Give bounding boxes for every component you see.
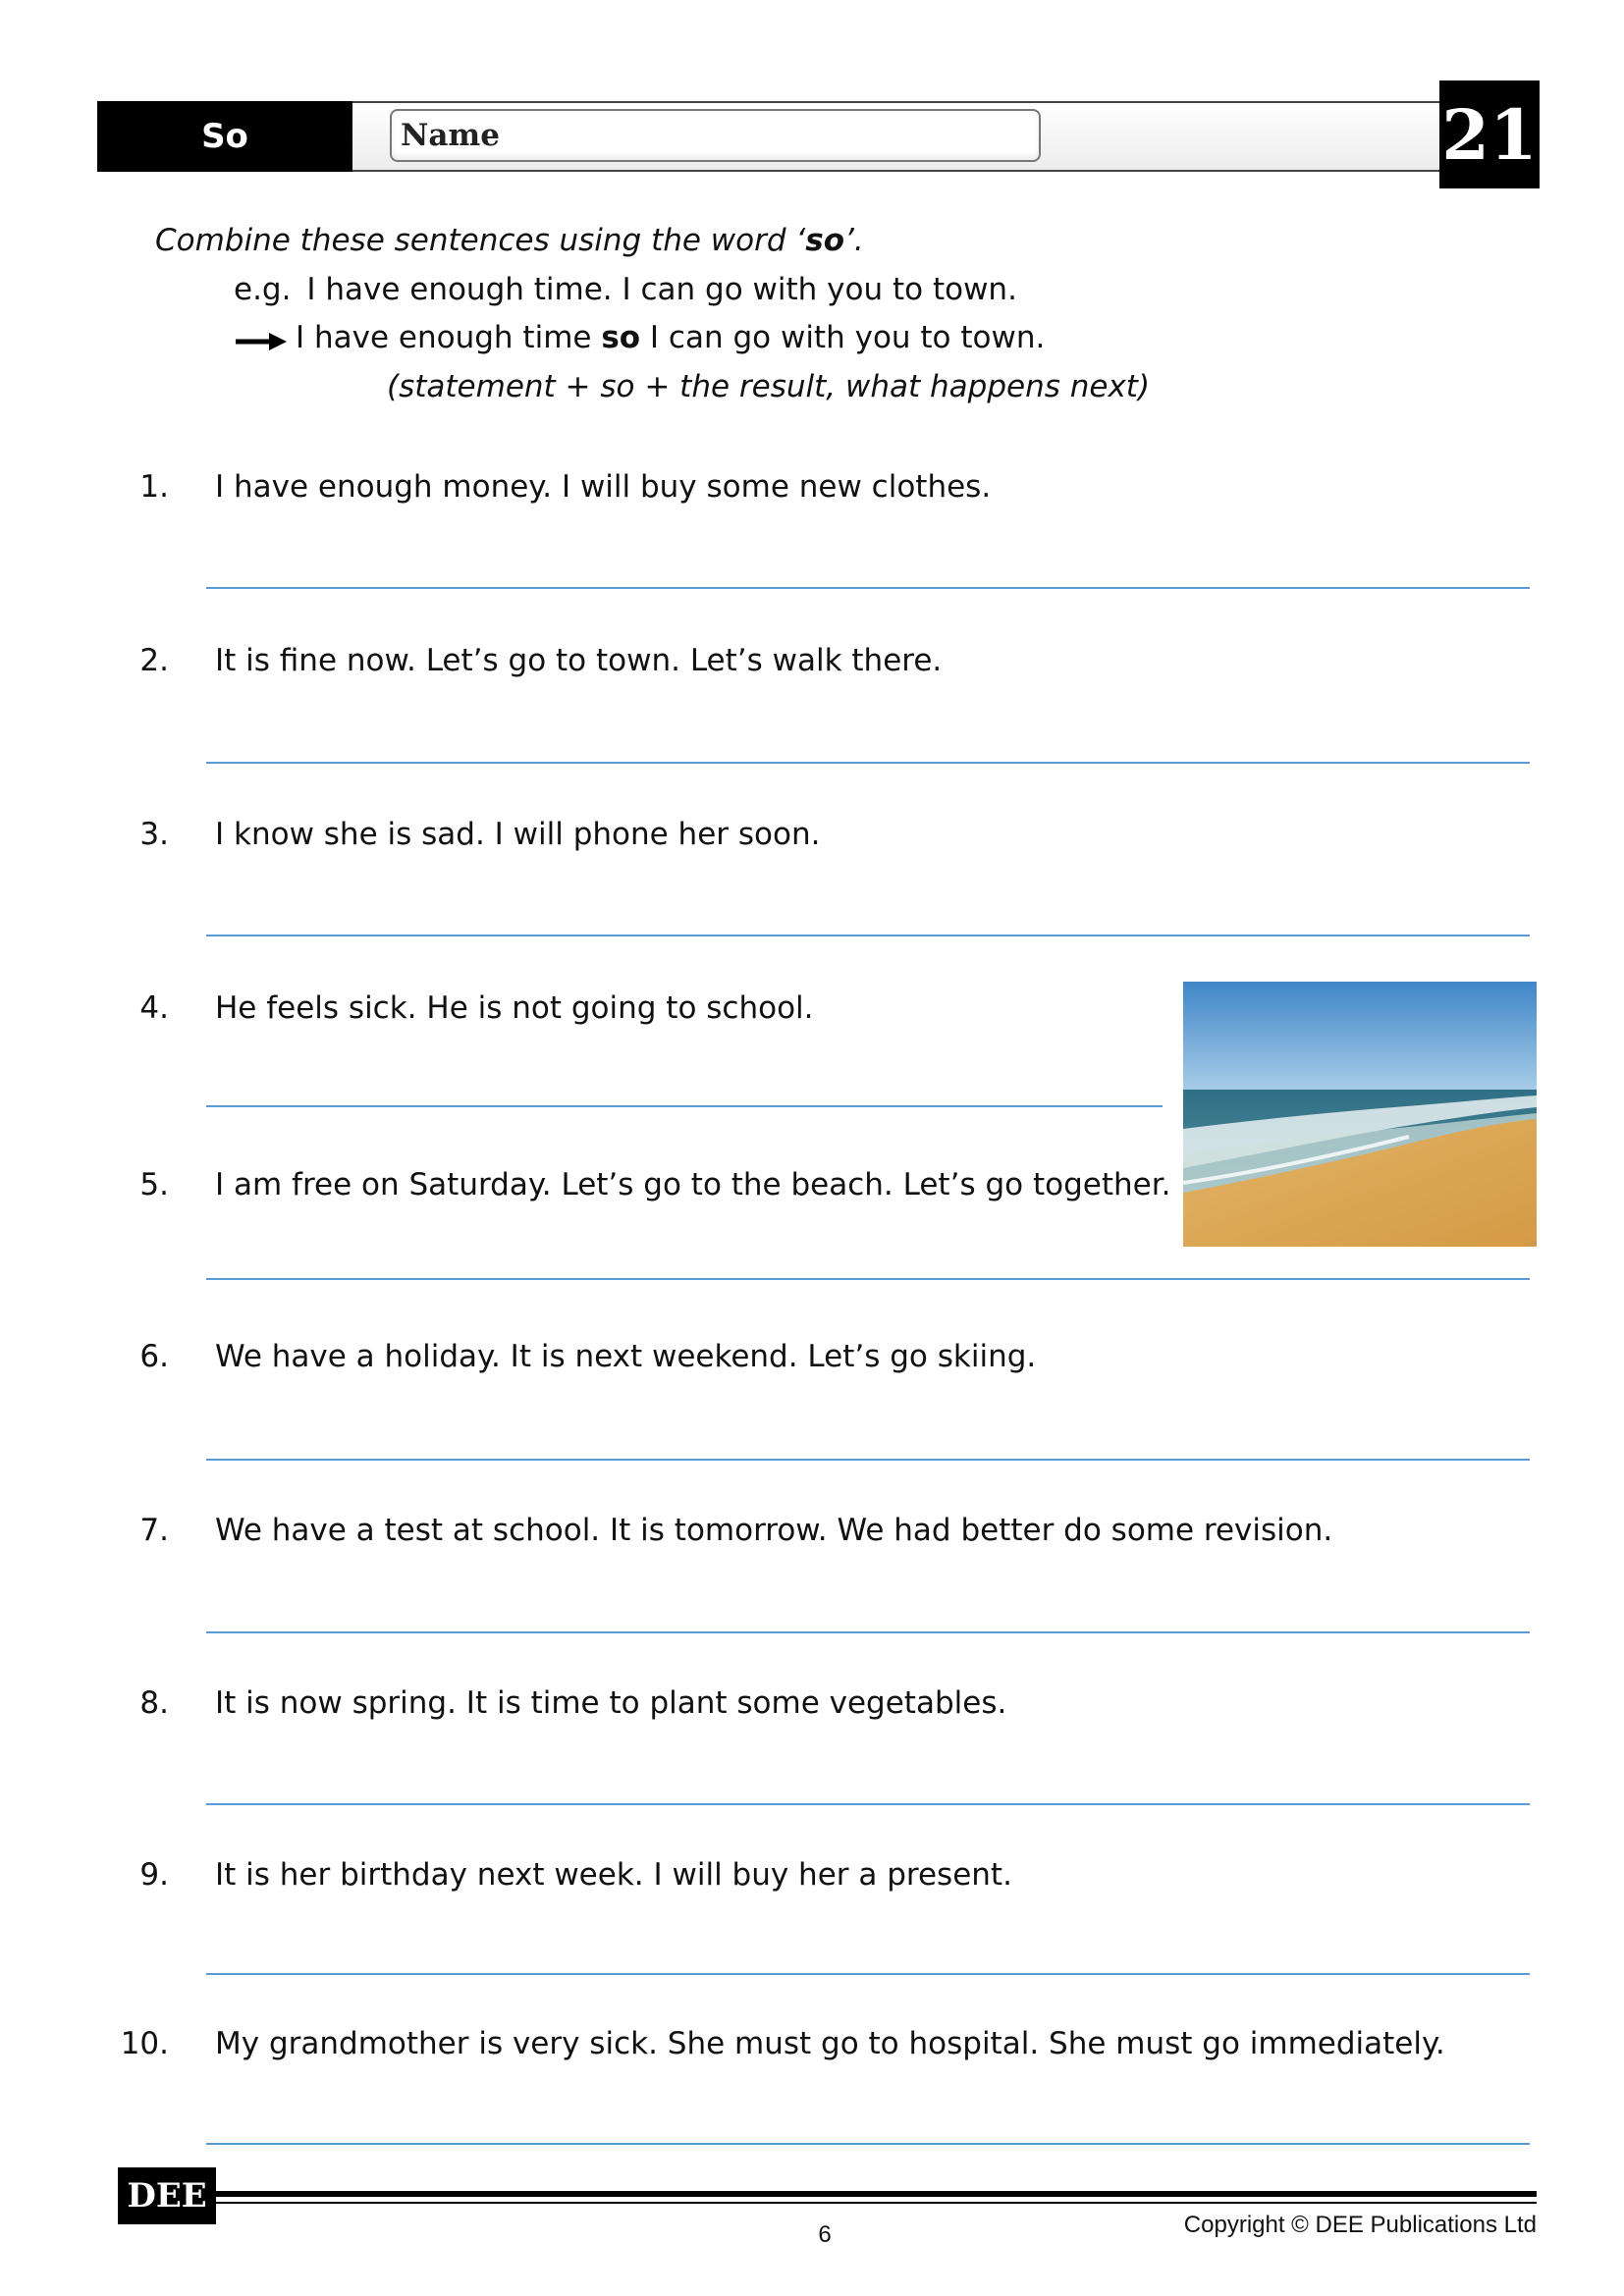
question-number: 2.: [139, 643, 169, 678]
answer-line[interactable]: [206, 934, 1530, 936]
footer-rule-thin: [216, 2202, 1537, 2204]
question-text: We have a test at school. It is tomorrow. We had better do some revision.: [215, 1513, 1333, 1548]
keyword-so: so: [805, 223, 845, 258]
question-number: 5.: [139, 1167, 169, 1202]
question-text: I know she is sad. I will phone her soon.: [215, 817, 821, 852]
dee-logo: DEE: [118, 2167, 216, 2224]
footer-rule: [216, 2191, 1537, 2197]
answer-line[interactable]: [206, 1803, 1530, 1805]
question-number: 6.: [139, 1339, 169, 1374]
sheet-number: 21: [1439, 80, 1540, 188]
answer-line[interactable]: [206, 1973, 1530, 1975]
beach-photo: [1183, 982, 1537, 1247]
question-text: It is now spring. It is time to plant some vegetables.: [215, 1685, 1007, 1721]
question-text: He feels sick. He is not going to school.: [215, 990, 814, 1026]
answer-line[interactable]: [206, 1459, 1530, 1461]
answer-line[interactable]: [206, 587, 1530, 589]
question-number: 3.: [139, 817, 169, 852]
example-label: e.g.: [234, 272, 292, 307]
question-number: 1.: [139, 469, 169, 505]
name-label: Name: [401, 118, 500, 153]
example-text: I have enough time. I can go with you to town.: [306, 272, 1017, 307]
copyright-notice: Copyright © DEE Publications Ltd: [1183, 2212, 1537, 2238]
question-number: 4.: [139, 990, 169, 1026]
question-number: 9.: [139, 1857, 169, 1893]
question-text: My grandmother is very sick. She must go to hospital. She must go immediately.: [215, 2026, 1445, 2061]
question-text: It is fine now. Let’s go to town. Let’s walk there.: [215, 643, 943, 678]
question-text: I am free on Saturday. Let’s go to the beach. Let’s go together.: [215, 1167, 1171, 1202]
answer-line[interactable]: [206, 762, 1530, 764]
question-number: 8.: [139, 1685, 169, 1721]
instruction-line: Combine these sentences using the word ‘so’.: [155, 223, 864, 258]
arrow-right-icon: [234, 331, 289, 352]
question-number: 10.: [120, 2026, 169, 2061]
answer-line[interactable]: [206, 1278, 1530, 1280]
example-explanation: (statement + so + the result, what happens next): [387, 369, 1151, 404]
question-text: We have a holiday. It is next weekend. Let’s go skiing.: [215, 1339, 1037, 1374]
answer-line[interactable]: [206, 1105, 1163, 1107]
page-number: 6: [818, 2221, 832, 2248]
example-answer: I have enough time so I can go with you to town.: [296, 320, 1046, 355]
question-text: I have enough money. I will buy some new clothes.: [215, 469, 992, 505]
answer-line[interactable]: [206, 1631, 1530, 1633]
answer-line[interactable]: [206, 2143, 1530, 2145]
worksheet-title: So: [97, 101, 352, 172]
question-text: It is her birthday next week. I will buy her a present.: [215, 1857, 1012, 1893]
question-number: 7.: [139, 1513, 169, 1548]
example-line: [234, 272, 1017, 307]
